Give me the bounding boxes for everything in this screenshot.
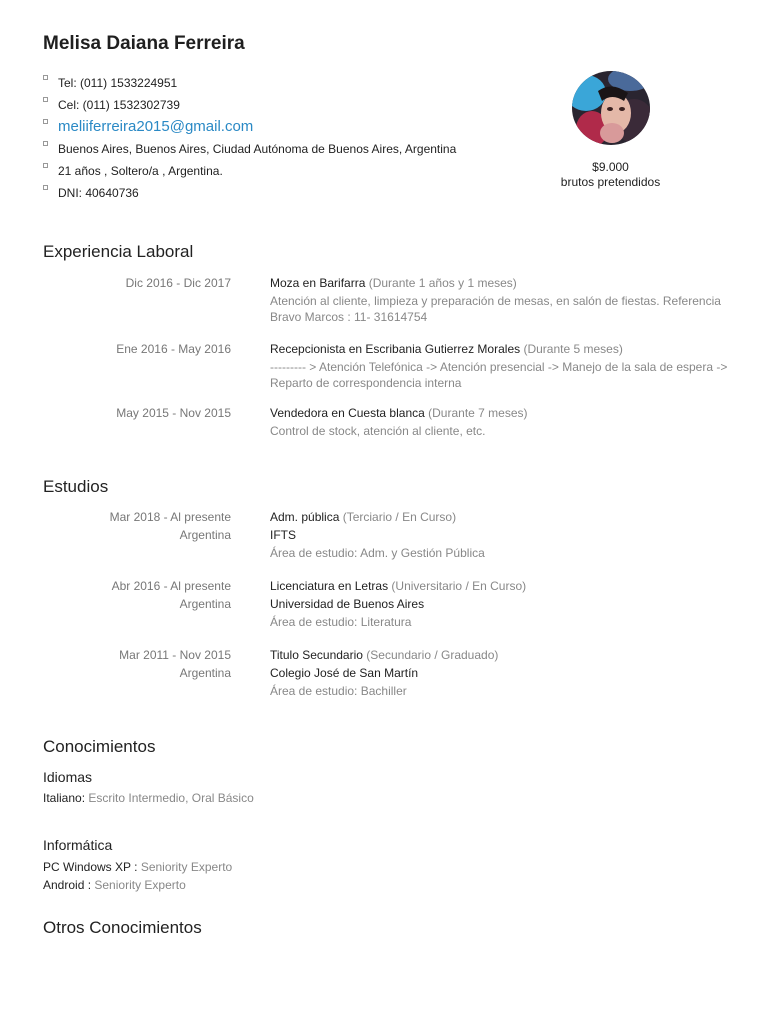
bullet-icon — [43, 185, 48, 190]
experience-dates: Ene 2016 - May 2016 — [116, 342, 231, 356]
skill-name: PC Windows XP : — [43, 860, 138, 874]
email-item — [43, 116, 513, 138]
email-link[interactable]: meliiferreira2015@gmail.com — [58, 118, 254, 135]
education-institution: IFTS — [270, 528, 296, 542]
salary-amount: $9.000 — [592, 160, 629, 174]
mobile-text: Cel: (011) 1532302739 — [58, 98, 180, 112]
skill-item — [43, 860, 232, 874]
experience-duration: (Durante 7 meses) — [428, 406, 528, 420]
subsection-title-informatica: Informática — [43, 837, 113, 853]
profile-photo — [572, 71, 650, 145]
education-degree: Adm. pública — [270, 510, 340, 524]
education-degree: Titulo Secundario — [270, 648, 363, 662]
section-title-conocimientos: Conocimientos — [43, 737, 156, 756]
education-level: (Universitario / En Curso) — [391, 579, 527, 593]
personal-info-item — [43, 160, 513, 182]
experience-duration: (Durante 1 años y 1 meses) — [368, 276, 517, 290]
education-dates: Mar 2011 - Nov 2015 — [119, 648, 231, 662]
dni-item — [43, 182, 513, 204]
education-area: Área de estudio: Adm. y Gestión Pública — [270, 546, 485, 560]
education-institution: Colegio José de San Martín — [270, 666, 419, 680]
education-country: Argentina — [179, 666, 231, 680]
bullet-icon — [43, 163, 48, 168]
skill-item — [43, 878, 186, 892]
phone-text: Tel: (011) 1533224951 — [58, 76, 178, 90]
address-item — [43, 138, 513, 160]
education-degree: Licenciatura en Letras — [270, 579, 389, 593]
personal-info-text: 21 años , Soltero/a , Argentina. — [58, 164, 223, 178]
phone-item — [43, 72, 513, 94]
mobile-item — [43, 94, 513, 116]
education-level: (Terciario / En Curso) — [342, 510, 457, 524]
bullet-icon — [43, 119, 48, 124]
education-area: Área de estudio: Literatura — [270, 615, 412, 629]
candidate-name: Melisa Daiana Ferreira — [43, 33, 245, 54]
experience-description: Atención al cliente, limpieza y preparación de mesas, en salón de fiestas. Referencia Bravo Marcos : 11- 31614754 — [270, 294, 721, 324]
education-area: Área de estudio: Bachiller — [270, 684, 407, 698]
education-country: Argentina — [179, 597, 231, 611]
language-name: Italiano: — [43, 791, 86, 805]
skill-level: Seniority Experto — [94, 878, 186, 892]
experience-role: Moza en Barifarra — [270, 276, 366, 290]
experience-role: Recepcionista en Escribania Gutierrez Morales — [270, 342, 521, 356]
education-dates: Abr 2016 - Al presente — [111, 579, 231, 593]
salary-block — [540, 160, 681, 190]
experience-role: Vendedora en Cuesta blanca — [270, 406, 425, 420]
experience-duration: (Durante 5 meses) — [523, 342, 623, 356]
section-title-experiencia: Experiencia Laboral — [43, 242, 194, 261]
bullet-icon — [43, 141, 48, 146]
section-title-estudios: Estudios — [43, 477, 109, 496]
dni-text: DNI: 40640736 — [58, 186, 139, 200]
skill-level: Seniority Experto — [140, 860, 233, 874]
bullet-icon — [43, 97, 48, 102]
address-text: Buenos Aires, Buenos Aires, Ciudad Autónoma de Buenos Aires, Argentina — [58, 142, 457, 156]
experience-description: Control de stock, atención al cliente, etc. — [270, 424, 486, 438]
education-level: (Secundario / Graduado) — [366, 648, 499, 662]
contact-list — [43, 72, 513, 204]
salary-label: brutos pretendidos — [560, 175, 661, 189]
bullet-icon — [43, 75, 48, 80]
education-country: Argentina — [179, 528, 231, 542]
education-dates: Mar 2018 - Al presente — [109, 510, 231, 524]
section-title-otros: Otros Conocimientos — [43, 918, 202, 937]
language-item — [43, 791, 254, 805]
experience-dates: May 2015 - Nov 2015 — [116, 406, 231, 420]
experience-description: --------- > Atención Telefónica -> Atención presencial -> Manejo de la sala de espera -> Reparto de correspondencia interna — [270, 360, 728, 390]
profile-photo-image — [572, 71, 650, 145]
language-level: Escrito Intermedio, Oral Básico — [88, 791, 254, 805]
education-institution: Universidad de Buenos Aires — [270, 597, 425, 611]
experience-dates: Dic 2016 - Dic 2017 — [125, 276, 231, 290]
subsection-title-idiomas: Idiomas — [43, 769, 93, 785]
skill-name: Android : — [43, 878, 92, 892]
